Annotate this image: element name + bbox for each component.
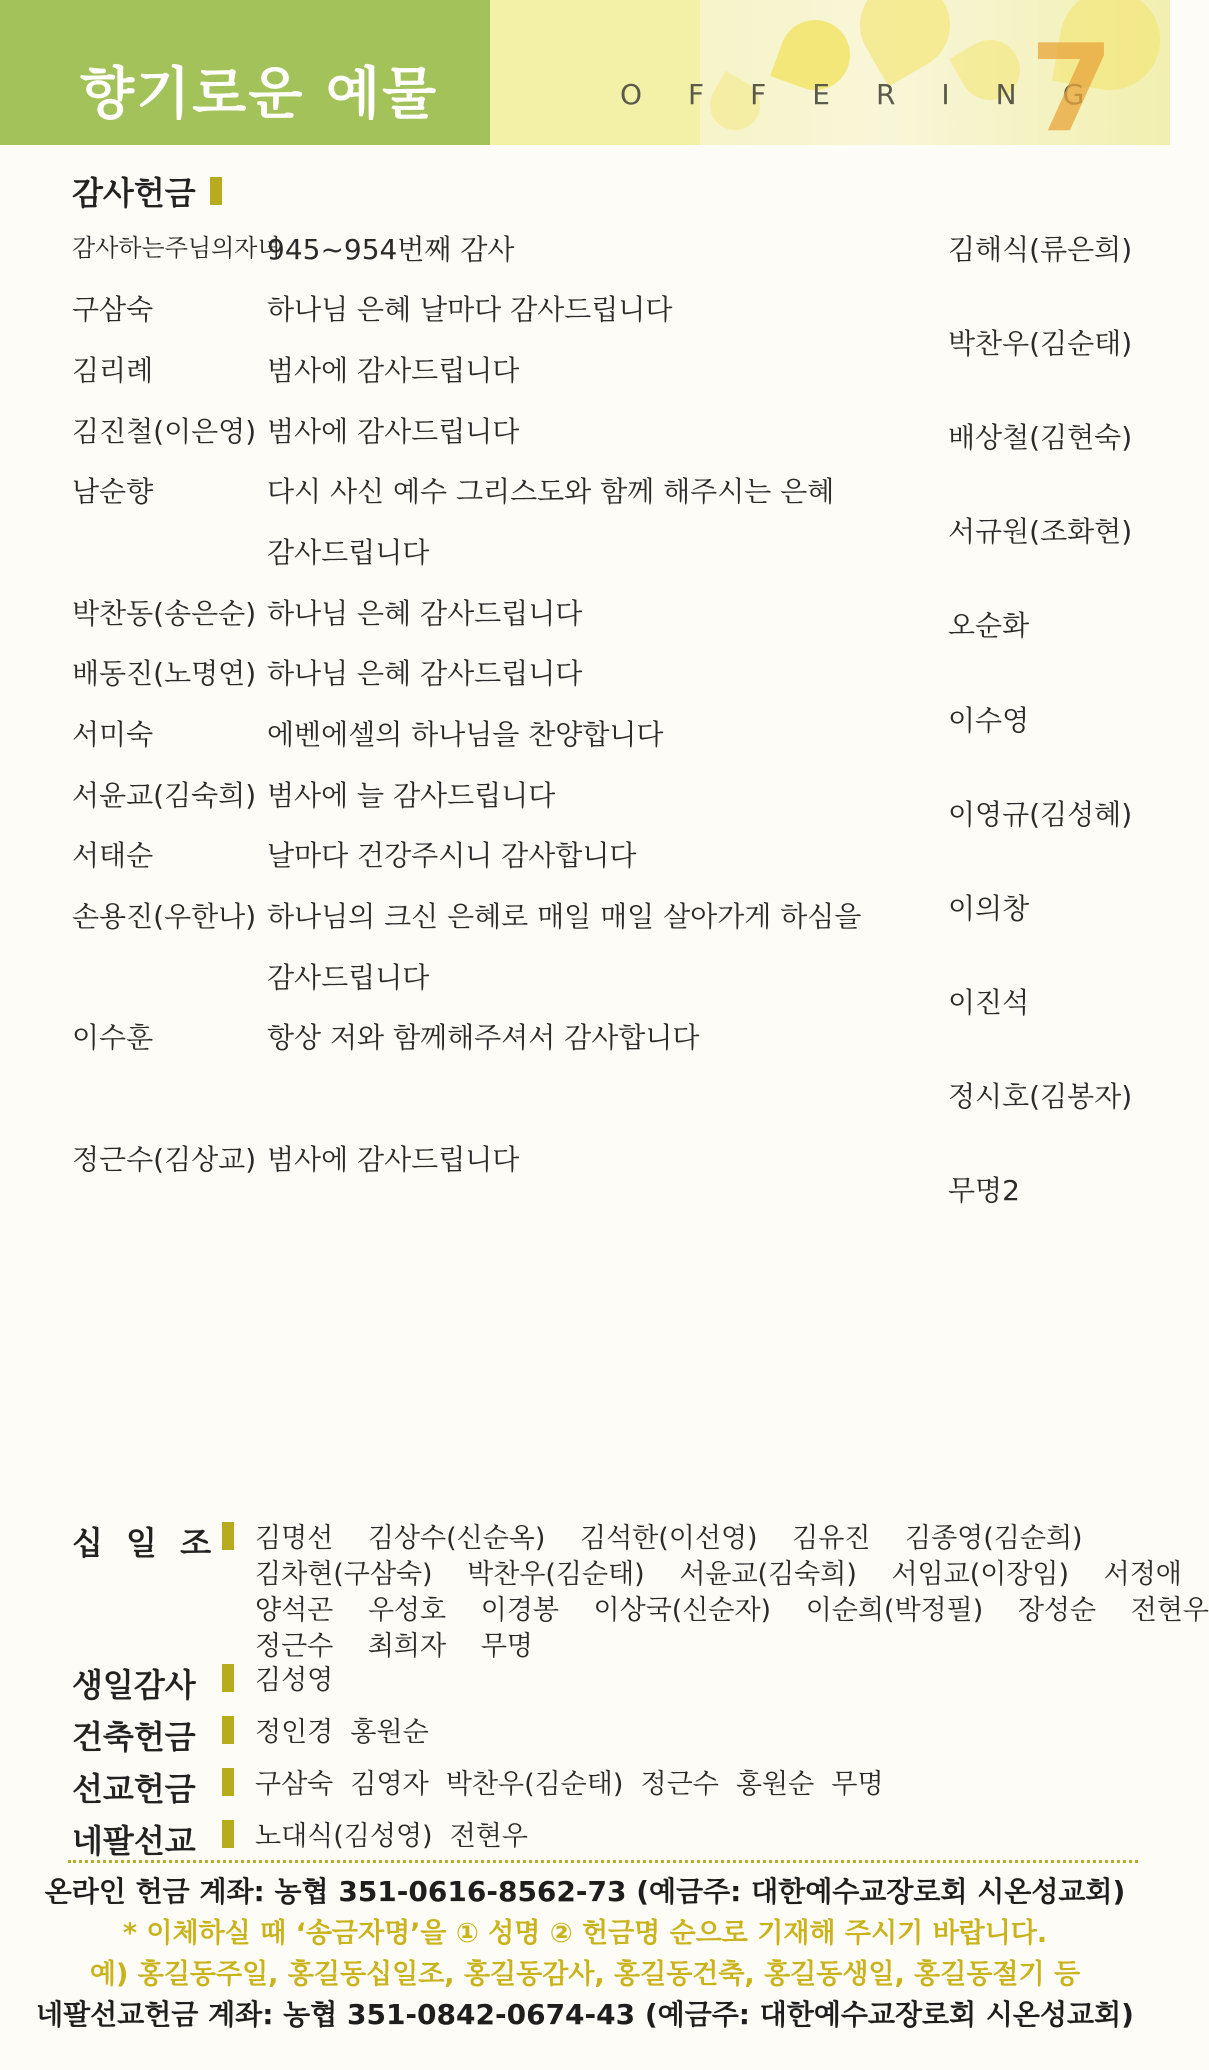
tithe-name: 서윤교(김숙희) (679, 1559, 857, 1590)
gratitude-message: 하나님 은혜 감사드립니다 (267, 657, 583, 690)
tithe-name: 김유진 (792, 1523, 871, 1554)
tithe-name: 김명선 (255, 1523, 334, 1554)
gratitude-message: 하나님 은혜 감사드립니다 (267, 597, 583, 630)
issue-number: 7 (1030, 20, 1114, 159)
nepal-account: 네팔선교헌금 계좌: 농협 351-0842-0674-43 (예금주: 대한예수교장로회 시온성교회) (36, 1998, 1134, 2031)
tithe-heading: 십 일 조 (72, 1524, 218, 1562)
building-names: 정인경 홍원순 (255, 1717, 429, 1748)
right-name: 서규원(조화현) (948, 515, 1133, 548)
gratitude-message: 범사에 감사드립니다 (267, 1143, 520, 1176)
right-name: 이영규(김성혜) (948, 798, 1133, 831)
heading-accent-bar (222, 1522, 234, 1550)
tithe-name: 서임교(이장임) (891, 1559, 1070, 1590)
gratitude-message: 다시 사신 예수 그리스도와 함께 해주시는 은혜 (267, 475, 835, 508)
online-account: 온라인 헌금 계좌: 농협 351-0616-8562-73 (예금주: 대한예수교장로회 시온성교회) (44, 1875, 1126, 1908)
right-name: 이수영 (948, 704, 1030, 737)
gratitude-name: 김리례 (72, 354, 154, 387)
nepal-names: 노대식(김성영) 전현우 (255, 1821, 528, 1852)
gratitude-message: 하나님 은혜 날마다 감사드립니다 (267, 293, 673, 326)
heading-accent-bar (210, 177, 222, 205)
tithe-name: 정근수 (255, 1631, 334, 1662)
gratitude-name: 서미숙 (72, 718, 154, 751)
nepal-heading: 네팔선교 (72, 1822, 196, 1860)
tithe-name: 박찬우(김순태) (467, 1559, 645, 1590)
tithe-name: 김종영(김순희) (905, 1523, 1083, 1554)
gratitude-name: 정근수(김상교) (72, 1143, 257, 1176)
birthday-heading: 생일감사 (72, 1666, 196, 1704)
gratitude-name: 박찬동(송은순) (72, 597, 257, 630)
right-name: 박찬우(김순태) (948, 327, 1133, 360)
offering-label: OFFERING (620, 78, 1131, 111)
mission-heading: 선교헌금 (72, 1770, 196, 1808)
tithe-name: 우성호 (367, 1595, 447, 1626)
gratitude-message: 에벤에셀의 하나님을 찬양합니다 (267, 718, 664, 751)
gratitude-message-cont: 감사드립니다 (267, 961, 430, 994)
right-name: 오순화 (948, 609, 1030, 642)
tithe-name: 이경봉 (480, 1595, 559, 1626)
transfer-example: 예) 홍길동주일, 홍길동십일조, 홍길동감사, 홍길동건축, 홍길동생일, 홍길동절기 등 (89, 1959, 1081, 1990)
gratitude-message: 범사에 늘 감사드립니다 (267, 779, 556, 812)
tithe-name: 김석한(이선영) (580, 1523, 758, 1554)
birthday-names: 김성영 (255, 1665, 334, 1696)
page-header (0, 0, 1170, 159)
heading-accent-bar (222, 1716, 234, 1744)
tithe-name: 이순희(박정필) (805, 1595, 984, 1626)
tithe-name: 최희자 (367, 1631, 447, 1662)
gratitude-message: 범사에 감사드립니다 (267, 415, 520, 448)
tithe-line (255, 1552, 1182, 1591)
tithe-name: 전현우 (1130, 1595, 1209, 1626)
gratitude-name: 서윤교(김숙희) (72, 779, 257, 812)
tithe-name: 장성순 (1017, 1595, 1097, 1626)
gratitude-message: 하나님의 크신 은혜로 매일 매일 살아가게 하심을 (267, 900, 862, 933)
right-name: 배상철(김현숙) (948, 421, 1133, 454)
building-heading: 건축헌금 (72, 1718, 196, 1756)
heading-accent-bar (222, 1820, 234, 1848)
tithe-name: 무명 (480, 1631, 533, 1662)
right-name: 무명2 (948, 1174, 1020, 1207)
gratitude-name: 김진철(이은영) (72, 415, 257, 448)
tithe-name: 서정애 (1103, 1559, 1182, 1590)
gratitude-name: 서태순 (72, 839, 154, 872)
right-name: 정시호(김봉자) (948, 1080, 1133, 1113)
gratitude-name: 감사하는주님의자녀 (72, 234, 281, 262)
gratitude-heading-text: 감사헌금 (72, 174, 196, 212)
tithe-name: 양석곤 (255, 1595, 334, 1626)
transfer-notice: * 이체하실 때 ‘송금자명’을 ① 성명 ② 헌금명 순으로 기재해 주시기 바랍니다. (122, 1918, 1048, 1949)
footer-divider (68, 1860, 1138, 1863)
gratitude-name: 배동진(노명연) (72, 657, 257, 690)
gratitude-message: 날마다 건강주시니 감사합니다 (267, 839, 637, 872)
gratitude-message: 범사에 감사드립니다 (267, 354, 520, 387)
gratitude-name: 손용진(우한나) (72, 900, 257, 933)
gratitude-name: 남순향 (72, 475, 154, 508)
mission-names: 구삼숙 김영자 박찬우(김순태) 정근수 홍원순 무명 (255, 1769, 884, 1800)
header-yellow-panel (490, 0, 700, 145)
gratitude-message-cont: 감사드립니다 (267, 536, 430, 569)
heading-accent-bar (222, 1664, 234, 1692)
gratitude-name: 이수훈 (72, 1021, 154, 1054)
gratitude-heading (72, 168, 222, 214)
right-name: 이진석 (948, 986, 1030, 1019)
gratitude-name: 구삼숙 (72, 293, 154, 326)
tithe-name: 김상수(신순옥) (367, 1523, 546, 1554)
gratitude-message: 항상 저와 함께해주셔서 감사합니다 (267, 1021, 700, 1054)
tithe-name: 이상국(신순자) (593, 1595, 772, 1626)
gratitude-message: 945~954번째 감사 (267, 233, 515, 266)
tithe-name: 김차현(구삼숙) (255, 1559, 433, 1590)
right-name: 김해식(류은희) (948, 233, 1133, 266)
page-title: 향기로운 예물 (80, 62, 439, 127)
heading-accent-bar (222, 1768, 234, 1796)
tithe-line (255, 1516, 1083, 1555)
tithe-line (255, 1588, 1209, 1627)
right-name: 이의창 (948, 892, 1030, 925)
